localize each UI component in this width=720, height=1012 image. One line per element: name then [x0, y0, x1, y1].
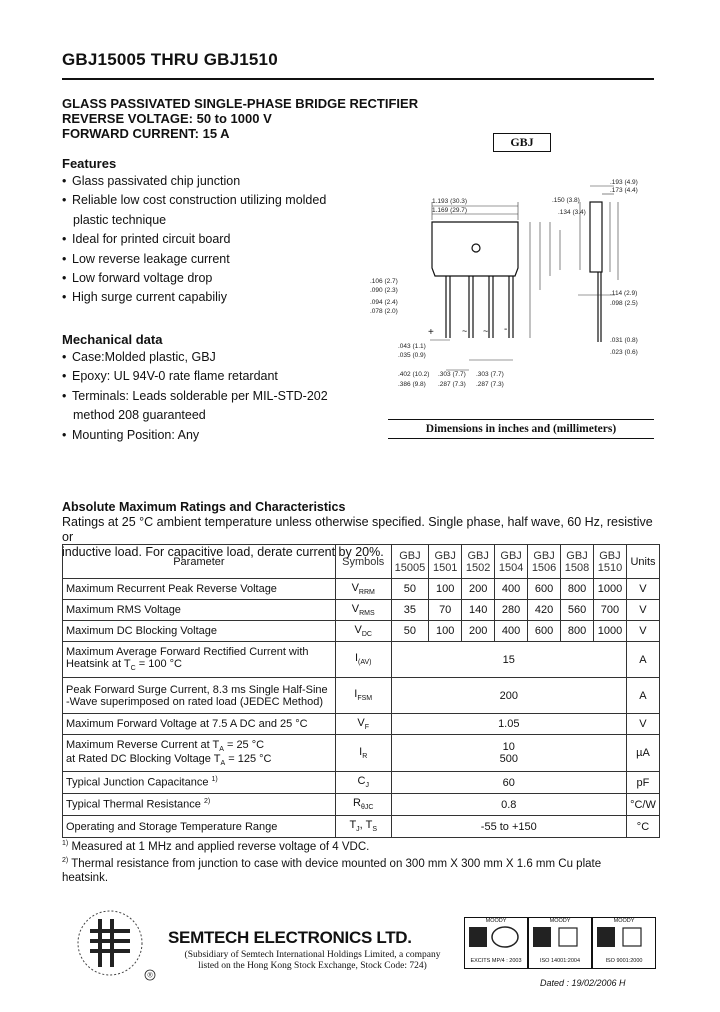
- reverse-voltage-spec: REVERSE VOLTAGE: 50 to 1000 V: [62, 111, 272, 126]
- certification-badge-3: MOODY ISO 9001:2000: [592, 917, 656, 969]
- column-header: GBJ 1510: [593, 545, 626, 579]
- column-header: GBJ 15005: [391, 545, 429, 579]
- table-header-row: [63, 545, 660, 579]
- list-item: • Ideal for printed circuit board: [62, 232, 231, 247]
- dim-label: .035 (0.9): [398, 352, 426, 359]
- dim-label: .031 (0.8): [610, 337, 638, 344]
- column-header: GBJ 1502: [462, 545, 495, 579]
- dim-label: .287 (7.3): [438, 381, 466, 388]
- dim-label: .173 (4.4): [610, 187, 638, 194]
- table-row: Peak Forward Surge Current, 8.3 ms Single Half-Sine -Wave superimposed on rated load (JEDEC Method) $I_{FSM}$ 200 A: [63, 678, 660, 714]
- table-row: Maximum Forward Voltage at 7.5 A DC and 25 °C $V_F$ 1.05 V: [63, 714, 660, 735]
- column-header: Symbols: [335, 545, 391, 579]
- footnotes: $^{1)}$ Measured at 1 MHz and applied reverse voltage of 4 VDC. $^{2)}$ Thermal resistance from junction to case with device mounted on 300 mm X 300 mm X 1.6 mm Cu plate heatsink.: [62, 840, 602, 884]
- mechanical-heading: Mechanical data: [62, 332, 163, 347]
- dim-label: .023 (0.6): [610, 349, 638, 356]
- list-item: method 208 guaranteed: [73, 408, 206, 423]
- dim-label: .386 (9.8): [398, 381, 426, 388]
- ratings-table: [62, 544, 660, 838]
- list-item: • Terminals: Leads solderable per MIL-STD-202: [62, 388, 328, 403]
- dim-label: .193 (4.9): [610, 179, 638, 186]
- dim-label: 1.193 (30.3): [432, 198, 468, 205]
- list-item: • Low reverse leakage current: [62, 251, 230, 266]
- semtech-logo-icon: [70, 905, 156, 983]
- dim-label: .094 (2.4): [370, 299, 398, 306]
- dimension-caption: Dimensions in inches and (millimeters): [388, 419, 654, 439]
- svg-text:~: ~: [483, 326, 489, 336]
- product-description: GLASS PASSIVATED SINGLE-PHASE BRIDGE RECTIFIER: [62, 96, 419, 111]
- list-item: • Reliable low cost construction utilizing molded: [62, 193, 327, 208]
- features-heading: Features: [62, 156, 117, 171]
- certification-mark-icon: [529, 925, 589, 955]
- dim-label: .106 (2.7): [370, 278, 398, 285]
- certification-badge-2: MOODY ISO 14001:2004: [528, 917, 592, 969]
- table-row: Maximum Reverse Current at $T_A = 25$ °C at Rated DC Blocking Voltage $T_A = 125$ °C $I_R$ 10 500 µA: [63, 735, 660, 772]
- column-header: GBJ 1508: [561, 545, 594, 579]
- table-row: Operating and Storage Temperature Range $T_J$, $T_S$ -55 to +150 °C: [63, 816, 660, 838]
- table-row: Maximum RMS Voltage $V_{RMS}$ 35 70 140 280 420 560 700 V: [63, 600, 660, 621]
- dim-label: .043 (1.1): [398, 343, 426, 350]
- dim-label: .134 (3.4): [558, 209, 586, 216]
- table-row: Maximum Recurrent Peak Reverse Voltage $V_{RRM}$ 50 100 200 400 600 800 1000 V: [63, 579, 660, 600]
- list-item: • Mounting Position: Any: [62, 427, 200, 442]
- title-rule: [62, 78, 654, 80]
- table-row: Maximum DC Blocking Voltage $V_{DC}$ 50 100 200 400 600 800 1000 V: [63, 621, 660, 642]
- package-label: GBJ: [493, 133, 551, 152]
- list-item: • Low forward voltage drop: [62, 271, 213, 286]
- list-item: • High surge current capabiliy: [62, 290, 227, 305]
- date-stamp: Dated : 19/02/2006 H: [540, 978, 626, 988]
- dim-label: .303 (7.7): [438, 371, 466, 378]
- company-subsidiary-note: (Subsidiary of Semtech International Holdings Limited, a company listed on the Hong Kong Stock Exchange, Stock Code: 724): [184, 950, 441, 971]
- dim-label: .287 (7.3): [476, 381, 504, 388]
- features-list: [62, 172, 326, 308]
- table-row: Maximum Average Forward Rectified Current with Heatsink at $T_C = 100$ °C $I_{(AV)}$ 15 A: [63, 642, 660, 678]
- dim-label: .402 (10.2): [398, 371, 430, 378]
- column-header: GBJ 1501: [429, 545, 462, 579]
- forward-current-spec: FORWARD CURRENT: 15 A: [62, 126, 230, 141]
- dim-label: .090 (2.3): [370, 287, 398, 294]
- list-item: • Case:Molded plastic, GBJ: [62, 350, 216, 364]
- dim-label: .078 (2.0): [370, 308, 398, 315]
- package-dimension-drawing: [370, 170, 660, 415]
- dim-label: .098 (2.5): [610, 300, 638, 307]
- svg-text:-: -: [504, 324, 508, 335]
- table-row: Typical Thermal Resistance $^{2)}$ $R_{\theta JC}$ 0.8 °C/W: [63, 794, 660, 816]
- list-item: • Glass passivated chip junction: [62, 174, 241, 188]
- certification-mark-icon: [593, 925, 653, 955]
- ratings-title: Absolute Maximum Ratings and Characteristics: [62, 500, 346, 514]
- document-title: GBJ15005 THRU GBJ1510: [62, 50, 278, 69]
- column-header: GBJ 1504: [495, 545, 528, 579]
- column-header: Parameter: [63, 545, 336, 579]
- table-row: Typical Junction Capacitance $^{1)}$ $C_J$ 60 pF: [63, 772, 660, 794]
- reg-mark: ®: [147, 972, 153, 980]
- svg-text:+: +: [428, 327, 434, 338]
- ratings-note: Ratings at 25 °C ambient temperature unless otherwise specified. Single phase, half wave, 60 Hz, resistive or inductive load. For capacitive load, derate current by 20%.: [62, 515, 653, 559]
- column-header: Units: [626, 545, 659, 579]
- dim-label: .114 (2.9): [610, 290, 638, 297]
- dim-label: .150 (3.8): [552, 197, 580, 204]
- list-item: plastic technique: [73, 212, 167, 227]
- mechanical-list: [62, 348, 328, 445]
- certification-badge-1: MOODY EXCITS MP/4 : 2003: [464, 917, 528, 969]
- list-item: • Epoxy: UL 94V-0 rate flame retardant: [62, 369, 278, 384]
- dim-label: .303 (7.7): [476, 371, 504, 378]
- certification-mark-icon: [465, 925, 525, 955]
- column-header: GBJ 1506: [528, 545, 561, 579]
- dim-label: 1.169 (29.7): [432, 207, 468, 214]
- company-name: SEMTECH ELECTRONICS LTD.: [168, 928, 412, 947]
- svg-text:~: ~: [462, 326, 468, 336]
